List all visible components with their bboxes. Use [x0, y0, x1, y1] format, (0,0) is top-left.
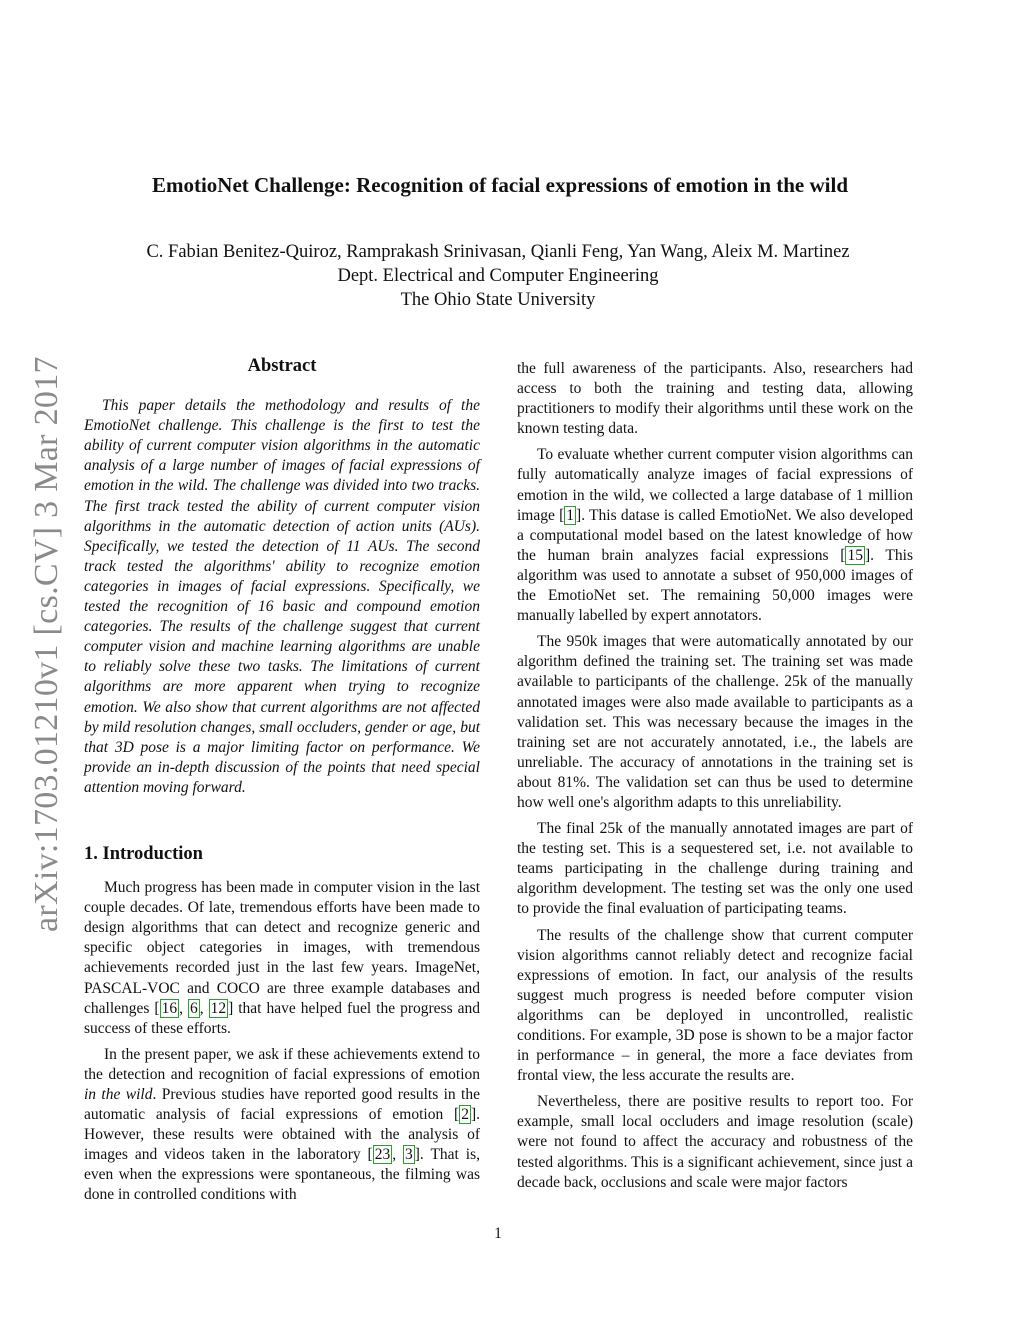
- author-list: C. Fabian Benitez-Quiroz, Ramprakash Srinivasan, Qianli Feng, Yan Wang, Aleix M. Martinez: [146, 242, 850, 262]
- intro-paragraph-1: Much progress has been made in computer vision in the last couple decades. Of late, tremendous efforts have been made to design algorithms that can detect and recognize generic and specific object categories in images, with tremendous achievements recorded just in the last few years. ImageNet, PASCAL-VOC and COCO are three example databases and challenges [ 16 , 6 , 12 ] that have helped fuel the progress and success of these efforts.: [84, 879, 480, 1037]
- intro-paragraph-4: The 950k images that were automatically annotated by our algorithm defined the training set. The training set was made available to participants of the challenge. 25k of the manually annotated images were also made available to participants as a validation set. This was necessary because the images in the training set are not accurately annotated, i.e., the labels are unreliable. The accuracy of annotations in the training set is about 81%. The validation set can thus be used to determine how well one's algorithm adapts to this unreliability.: [517, 633, 913, 811]
- section-heading-introduction: 1. Introduction: [84, 843, 203, 864]
- intro-paragraph-7: Nevertheless, there are positive results to report too. For example, small local occluders and image resolution (scale) were not found to affect the accuracy and robustness of the tested algorithms. This is a significant achievement, since just a decade back, occlusions and scale were major factors: [517, 1093, 913, 1191]
- abstract-heading: Abstract: [247, 356, 317, 376]
- intro-paragraph-6: The results of the challenge show that current computer vision algorithms cannot reliably detect and recognize facial expressions of emotion. In fact, our analysis of the results suggest much progress is needed before computer vision algorithms can be deployed in uncontrolled, realistic conditions. For example, 3D pose is shown to be a major factor in performance – in general, the more a face deviates from frontal view, the less accurate the results are.: [517, 926, 913, 1085]
- citation-link[interactable]: 3: [405, 1146, 413, 1164]
- right-column: [517, 359, 913, 1199]
- citation-link[interactable]: 6: [189, 999, 198, 1017]
- citation-link[interactable]: 16: [161, 999, 178, 1017]
- arxiv-identifier: arXiv:1703.01210v1 [cs.CV] 3 Mar 2017: [28, 356, 65, 932]
- department: Dept. Electrical and Computer Engineering: [337, 266, 659, 286]
- citation-link[interactable]: 12: [210, 999, 227, 1017]
- intro-paragraph-2: In the present paper, we ask if these achievements extend to the detection and recognition of facial expressions of emotion in the wild. Previous studies have reported good results in the automatic analysis of facial expressions of emotion [ 2 ]. However, these results were obtained with the analysis of images and videos taken in the laboratory [ 23 , 3 ]. That is, even when the expressions were spontaneous, the filming was done in controlled conditions with: [84, 1045, 481, 1204]
- intro-paragraph-3: To evaluate whether current computer vision algorithms can fully automatically analyze images of facial expressions of emotion in the wild, we collected a large database of 1 million image [ 1 ]. This datase is called EmotioNet. We also developed a computational model based on the latest knowledge of how the human brain analyzes facial expressions [ 15 ]. This algorithm was used to annotate a subset of 950,000 images of the EmotioNet set. The remaining 50,000 images were manually labelled by expert annotators.: [517, 446, 913, 625]
- intro-paragraph-2-continued: the full awareness of the participants. Also, researchers had access to both the training and testing data, allowing practitioners to modify their algorithms until these work on the known testing data.: [517, 360, 913, 438]
- citation-link[interactable]: 1: [566, 506, 575, 524]
- paper-title: EmotioNet Challenge: Recognition of facial expressions of emotion in the wild: [151, 173, 849, 197]
- abstract-text: This paper details the methodology and results of the EmotioNet challenge. This challenge is the first to test the ability of current computer vision algorithms in the automatic analysis of a large number of images of facial expressions of emotion in the wild. The challenge was divided into two tracks. The first track tested the ability of current computer vision algorithms in the automatic detection of action units (AUs). Specifically, we tested the detection of 11 AUs. The second track tested the algorithms' ability to recognize emotion categories in images of facial expressions. Specifically, we tested the recognition of 16 basic and compound emotion categories. The results of the challenge suggest that current computer vision and machine learning algorithms are unable to reliably solve these two tasks. The limitations of current algorithms are more apparent when trying to recognize emotion. We also show that current algorithms are not affected by mild resolution changes, small occluders, gender or age, but that 3D pose is a major limiting factor on performance. We provide an in-depth discussion of the points that need special attention moving forward.: [84, 397, 480, 796]
- citation-link[interactable]: 15: [847, 546, 863, 564]
- citation-link[interactable]: 23: [374, 1146, 391, 1164]
- left-column: [84, 356, 480, 1212]
- citation-link[interactable]: 2: [461, 1106, 469, 1124]
- intro-paragraph-5: The final 25k of the manually annotated images are part of the testing set. This is a sequestered set, i.e. not available to teams participating in the challenge during training and algorithm development. The testing set was the only one used to provide the final evaluation of participating teams.: [517, 820, 913, 918]
- institution: The Ohio State University: [400, 290, 596, 310]
- author-block: [0, 240, 996, 312]
- page-number: 1: [494, 1225, 502, 1242]
